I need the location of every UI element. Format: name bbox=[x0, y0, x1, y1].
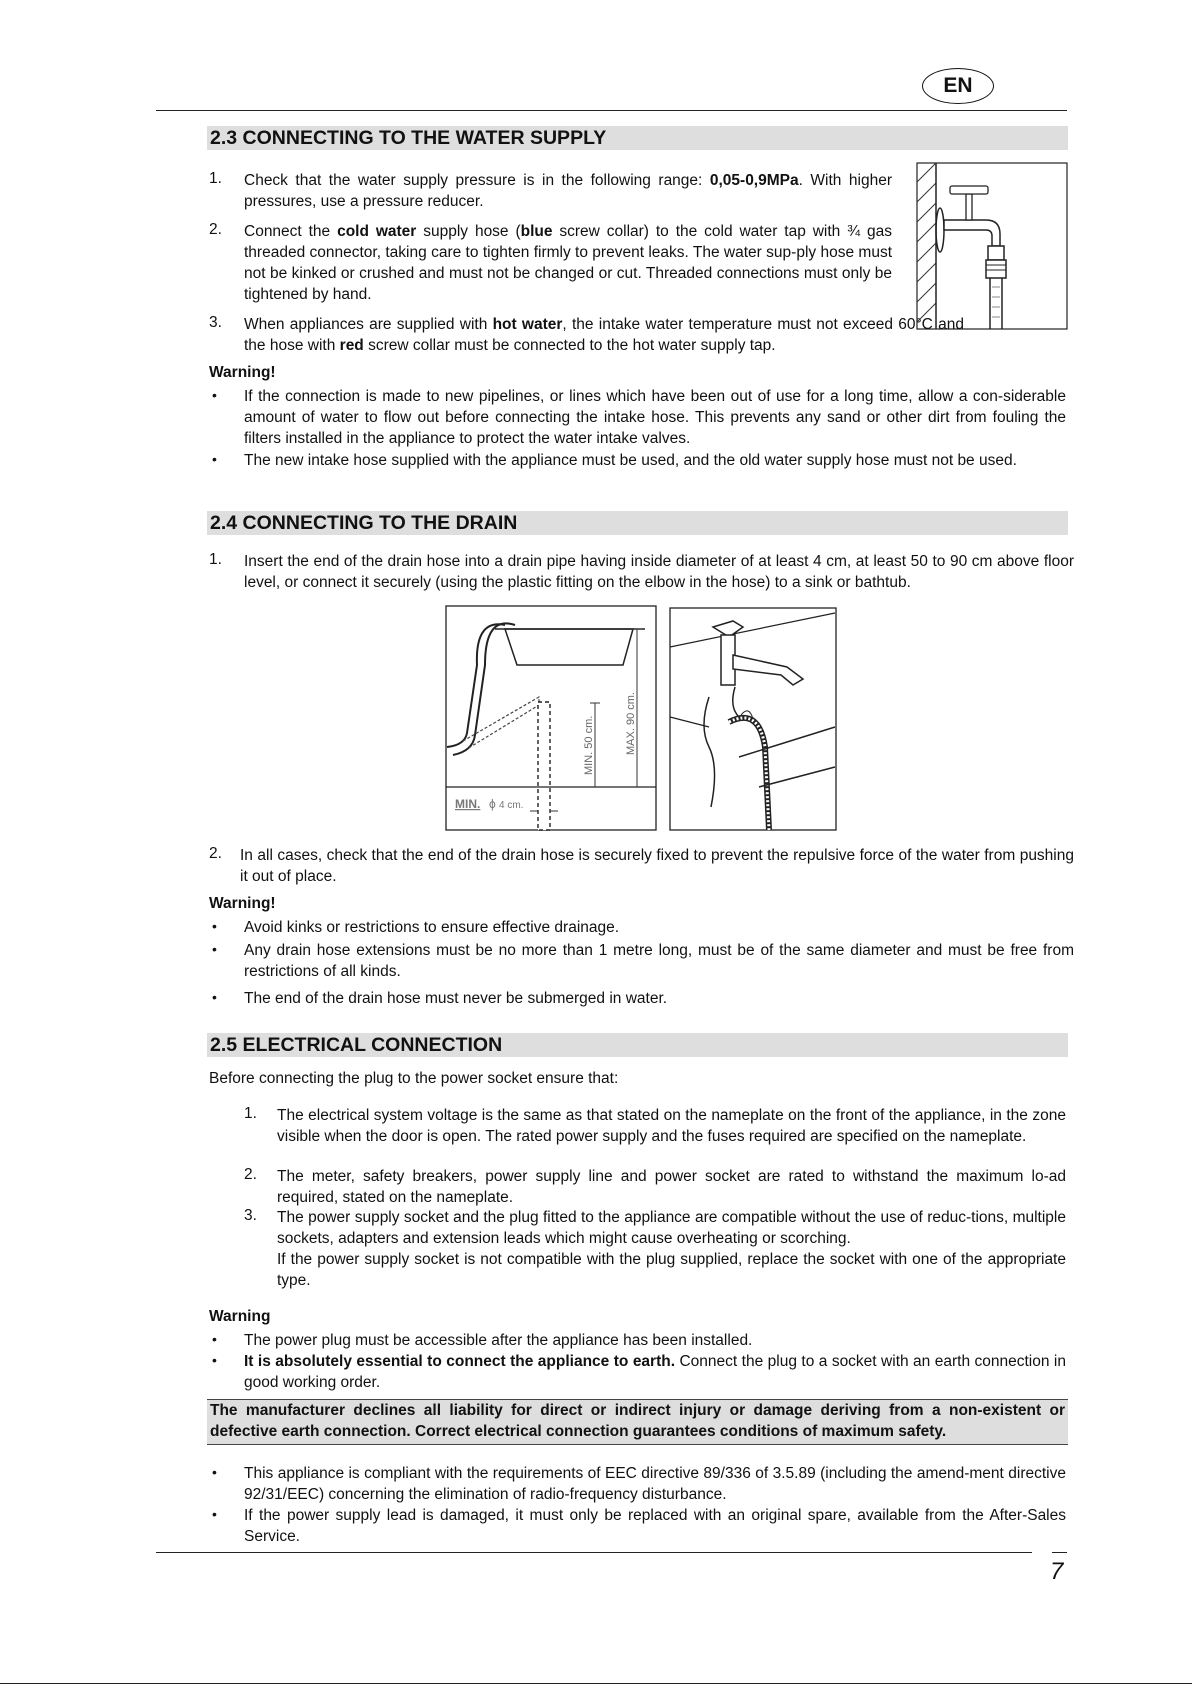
header-rule bbox=[156, 110, 1067, 111]
section-heading-drain: 2.4 CONNECTING TO THE DRAIN bbox=[207, 511, 1068, 535]
diameter-value: 4 cm. bbox=[499, 800, 524, 811]
bullet-dot: • bbox=[212, 451, 217, 467]
bullet-dot: • bbox=[212, 918, 217, 934]
text-bold: cold water bbox=[337, 223, 417, 240]
warning-label: Warning! bbox=[209, 895, 276, 912]
bullet-dot: • bbox=[212, 1352, 217, 1368]
section-heading-electrical: 2.5 ELECTRICAL CONNECTION bbox=[207, 1033, 1068, 1057]
warning-bullet: If the connection is made to new pipelines, or lines which have been out of use for a long time, allow a con-siderable amount of water to flow out before connecting the intake hose. This prevents any sand or other dirt from fouling the filters installed in the appliance to protect the water intake valves. bbox=[244, 388, 1066, 447]
list-item-cold-water bbox=[244, 221, 892, 305]
bullet-dot: • bbox=[212, 1464, 217, 1480]
warning-bullet: Avoid kinks or restrictions to ensure effective drainage. bbox=[244, 919, 620, 936]
text-run: Connect the bbox=[244, 223, 338, 240]
diameter-symbol: ϕ bbox=[489, 797, 496, 811]
warning-bullet: The power plug must be accessible after the appliance has been installed. bbox=[244, 1332, 753, 1349]
text-bold: hot water bbox=[492, 316, 563, 333]
list-number: 2. bbox=[209, 221, 222, 238]
bullet-dot: • bbox=[212, 941, 217, 957]
list-item-meter: The meter, safety breakers, power supply line and power socket are rated to withstand the maximum lo-ad required, stated on the nameplate. bbox=[277, 1168, 1066, 1206]
list-item-drain-pipe: Insert the end of the drain hose into a drain pipe having inside diameter of at least 4 cm, at least 50 to 90 cm above floor level, or connect it securely (using the plastic fitting on the elbow in the hose) to a sink or bathtub. bbox=[244, 553, 1074, 591]
water-tap-illustration bbox=[916, 162, 1068, 330]
list-item-socket bbox=[277, 1207, 1066, 1291]
text-run: When appliances are supplied with bbox=[244, 316, 493, 333]
text-run: Connect the plug to a socket with an earth connection in good working order. bbox=[244, 1353, 1066, 1391]
footer-rule-short bbox=[1052, 1552, 1067, 1553]
warning-bullet: The new intake hose supplied with the appliance must be used, and the old water supply hose must not be used. bbox=[244, 452, 1017, 469]
bullet-dot: • bbox=[212, 1506, 217, 1522]
bottom-edge-rule bbox=[0, 1683, 1192, 1684]
text-run: supply hose ( bbox=[416, 223, 521, 240]
warning-bullet-earth bbox=[244, 1351, 1066, 1393]
text-run: screw collar) to the cold water tap with ¾ gas threaded connector, taking care to tighten firmly to prevent leaks. The water sup-ply hose must not be kinked or crushed and must not be changed or cut. Threaded connections must only be tightened by hand. bbox=[244, 223, 892, 303]
footer-rule bbox=[156, 1552, 1032, 1553]
bullet-dot: • bbox=[212, 989, 217, 1005]
text-run: , the intake water temperature must not exceed 60°C and the hose with bbox=[244, 316, 964, 354]
text-run: If the power supply socket is not compatible with the plug supplied, replace the socket with one of the appropriate type. bbox=[277, 1251, 1066, 1289]
warning-bullet: Any drain hose extensions must be no more than 1 metre long, must be of the same diameter and must be free from restrictions of all kinds. bbox=[244, 942, 1074, 980]
list-number: 2. bbox=[209, 845, 222, 862]
compliance-bullet: This appliance is compliant with the requirements of EEC directive 89/336 of 3.5.89 (including the amend-ment directive 92/31/EEC) concerning the elimination of radio-frequency disturbance. bbox=[244, 1465, 1066, 1503]
sink-hose-illustration bbox=[669, 607, 837, 831]
list-number: 1. bbox=[209, 551, 222, 568]
list-item-pressure bbox=[244, 170, 892, 212]
text-bold: red bbox=[339, 337, 364, 354]
list-item-secure-hose: In all cases, check that the end of the drain hose is securely fixed to prevent the repulsive force of the water from pushing it out of place. bbox=[240, 847, 1074, 885]
list-number: 1. bbox=[209, 170, 222, 187]
compliance-bullet: If the power supply lead is damaged, it must only be replaced with an original spare, available from the After-Sales Service. bbox=[244, 1507, 1066, 1545]
electrical-intro: Before connecting the plug to the power socket ensure that: bbox=[209, 1070, 619, 1087]
list-item-hot-water bbox=[244, 314, 964, 356]
diameter-label: MIN. bbox=[455, 797, 481, 811]
language-badge: EN bbox=[922, 68, 994, 104]
text-bold: It is absolutely essential to connect the appliance to earth. bbox=[244, 1353, 676, 1370]
bullet-dot: • bbox=[212, 1331, 217, 1347]
list-item-voltage: The electrical system voltage is the same as that stated on the nameplate on the front of the appliance, in the zone visible when the door is open. The rated power supply and the fuses required are specified on the nameplate. bbox=[277, 1107, 1066, 1145]
list-number: 1. bbox=[244, 1105, 257, 1122]
pressure-range: 0,05-0,9MPa bbox=[709, 172, 799, 189]
text-run: The power supply socket and the plug fitted to the appliance are compatible without the use of reduc-tions, multiple sockets, adapters and extension leads which might cause overheating or scorching. bbox=[277, 1209, 1066, 1247]
bullet-dot: • bbox=[212, 387, 217, 403]
min-height-label: MIN. 50 cm. bbox=[583, 715, 595, 775]
list-number: 3. bbox=[244, 1207, 257, 1224]
list-number: 3. bbox=[209, 314, 222, 331]
warning-bullet: The end of the drain hose must never be submerged in water. bbox=[244, 990, 668, 1007]
drain-pipe-illustration bbox=[445, 605, 657, 831]
list-number: 2. bbox=[244, 1166, 257, 1183]
page-number: 7 bbox=[1050, 1558, 1064, 1585]
warning-label: Warning bbox=[209, 1308, 271, 1325]
text-run: Check that the water supply pressure is in the following range: bbox=[244, 172, 710, 189]
section-heading-water-supply: 2.3 CONNECTING TO THE WATER SUPPLY bbox=[207, 126, 1068, 150]
text-run: . With higher pressures, use a pressure reducer. bbox=[244, 172, 892, 210]
warning-label: Warning! bbox=[209, 364, 276, 381]
text-run: screw collar must be connected to the hot water supply tap. bbox=[363, 337, 776, 354]
text-bold: blue bbox=[520, 223, 553, 240]
max-height-label: MAX. 90 cm. bbox=[625, 692, 637, 755]
liability-notice: The manufacturer declines all liability for direct or indirect injury or damage deriving from a non-existent or defective earth connection. Correct electrical connection guarantees conditions of maximum safety. bbox=[207, 1399, 1068, 1445]
